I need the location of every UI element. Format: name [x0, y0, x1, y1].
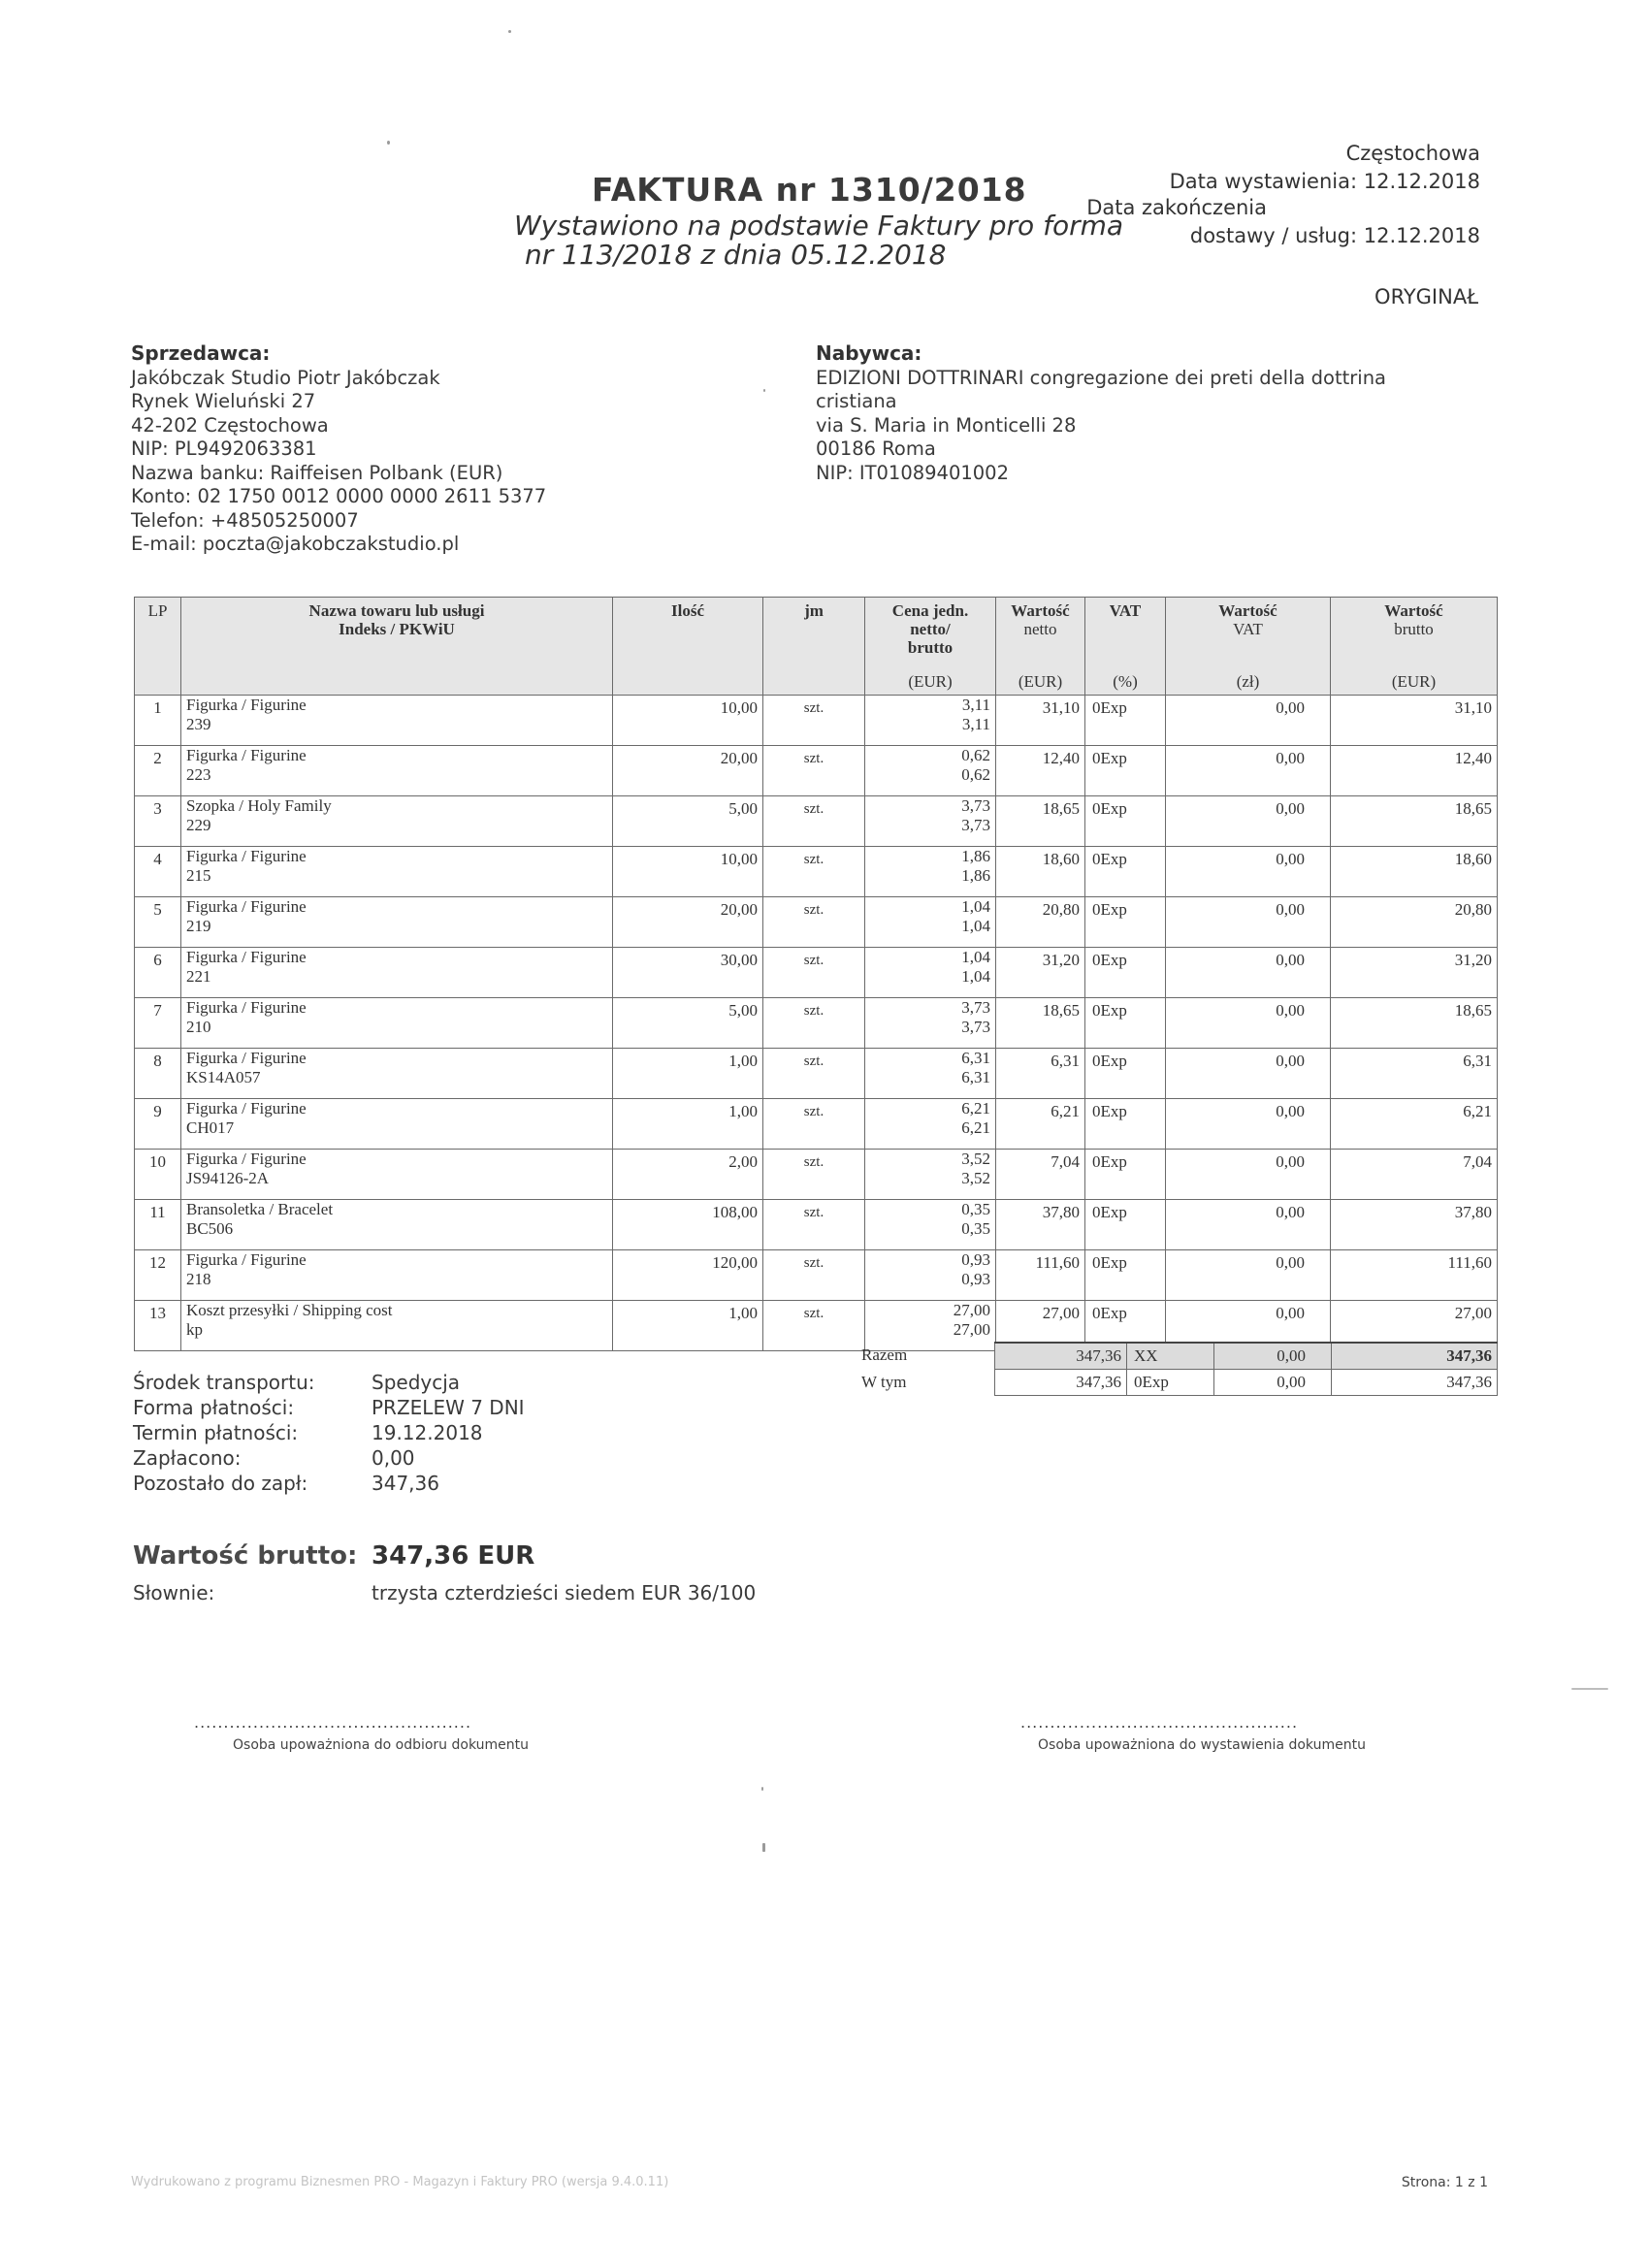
row-net: 12,40 — [996, 746, 1085, 796]
row-price-net: 3,73 — [961, 998, 990, 1017]
row-price-gross: 1,86 — [961, 866, 990, 885]
row-index: 219 — [186, 917, 211, 935]
row-name-cell — [181, 1301, 613, 1351]
row-gross: 37,80 — [1331, 1200, 1498, 1250]
seller-line: Nazwa banku: Raiffeisen Polbank (EUR) — [131, 461, 503, 484]
row-unit: szt. — [763, 1200, 865, 1250]
row-net: 31,10 — [996, 696, 1085, 746]
row-price-cell — [865, 897, 996, 948]
row-vat-value: 0,00 — [1166, 1200, 1331, 1250]
row-price-cell — [865, 1301, 996, 1351]
row-price-gross: 6,31 — [961, 1068, 990, 1086]
row-gross: 7,04 — [1331, 1150, 1498, 1200]
row-unit: szt. — [763, 1150, 865, 1200]
row-price-gross: 0,35 — [961, 1219, 990, 1238]
col-header-vat-value: Wartość VAT (zł) — [1166, 598, 1331, 696]
row-price-gross: 0,93 — [961, 1270, 990, 1288]
row-index: JS94126-2A — [186, 1169, 270, 1187]
table-row — [135, 847, 1498, 897]
row-name: Figurka / Figurine — [186, 948, 307, 966]
row-name: Koszt przesyłki / Shipping cost — [186, 1301, 393, 1319]
row-qty: 10,00 — [613, 696, 763, 746]
row-vat-rate: 0Exp — [1085, 1200, 1166, 1250]
row-name: Figurka / Figurine — [186, 998, 307, 1017]
issue-date-row — [1170, 170, 1480, 193]
row-name-cell — [181, 1250, 613, 1301]
row-vat-value: 0,00 — [1166, 998, 1331, 1049]
row-lp: 7 — [135, 998, 181, 1049]
row-qty: 10,00 — [613, 847, 763, 897]
row-lp: 6 — [135, 948, 181, 998]
row-price-cell — [865, 796, 996, 847]
row-name-cell — [181, 847, 613, 897]
row-net: 18,65 — [996, 998, 1085, 1049]
row-price-cell — [865, 1200, 996, 1250]
gross-total-value: 347,36 EUR — [372, 1541, 535, 1571]
issue-date-label: Data wystawienia: — [1169, 170, 1358, 193]
receiver-signature-line: ............................................... — [194, 1713, 472, 1732]
row-unit: szt. — [763, 696, 865, 746]
col-header-gross: Wartość brutto (EUR) — [1331, 598, 1498, 696]
buyer-line: EDIZIONI DOTTRINARI congregazione dei preti della dottrina — [816, 366, 1387, 389]
row-qty: 20,00 — [613, 897, 763, 948]
row-price-net: 1,04 — [961, 897, 990, 916]
footer-program-note: Wydrukowano z programu Biznesmen PRO - Magazyn i Faktury PRO (wersja 9.4.0.11) — [131, 2175, 669, 2189]
row-net: 37,80 — [996, 1200, 1085, 1250]
issue-city: Częstochowa — [1345, 142, 1480, 165]
invoice-title: FAKTURA nr 1310/2018 — [592, 171, 1027, 209]
row-net: 18,60 — [996, 847, 1085, 897]
issuer-signature-line: ............................................... — [1020, 1713, 1299, 1732]
row-price-net: 0,93 — [961, 1250, 990, 1269]
row-lp: 3 — [135, 796, 181, 847]
col-header-unit: jm — [763, 598, 865, 696]
table-header-row — [135, 598, 1498, 696]
row-price-cell — [865, 1250, 996, 1301]
row-vat-rate: 0Exp — [1085, 998, 1166, 1049]
row-name-cell — [181, 1150, 613, 1200]
row-unit: szt. — [763, 948, 865, 998]
sum-vat: XX — [1127, 1343, 1214, 1370]
remaining-label: Pozostało do zapł: — [133, 1472, 308, 1495]
row-gross: 18,60 — [1331, 847, 1498, 897]
row-vat-value: 0,00 — [1166, 1250, 1331, 1301]
seller-line: E-mail: poczta@jakobczakstudio.pl — [131, 533, 460, 555]
row-gross: 111,60 — [1331, 1250, 1498, 1301]
page-number: Strona: 1 z 1 — [1401, 2175, 1488, 2190]
table-row — [135, 897, 1498, 948]
row-vat-value: 0,00 — [1166, 948, 1331, 998]
row-vat-value: 0,00 — [1166, 746, 1331, 796]
row-price-net: 6,21 — [961, 1099, 990, 1118]
amount-in-words-label: Słownie: — [133, 1581, 215, 1604]
row-name-cell — [181, 1049, 613, 1099]
row-price-net: 3,73 — [961, 796, 990, 815]
row-price-cell — [865, 696, 996, 746]
row-name: Figurka / Figurine — [186, 696, 307, 714]
incl-gross: 347,36 — [1332, 1370, 1498, 1396]
row-vat-rate: 0Exp — [1085, 897, 1166, 948]
row-vat-value: 0,00 — [1166, 1049, 1331, 1099]
row-vat-value: 0,00 — [1166, 897, 1331, 948]
items-body — [135, 696, 1498, 1351]
row-vat-rate: 0Exp — [1085, 746, 1166, 796]
sum-row — [995, 1343, 1498, 1370]
incl-vat-value: 0,00 — [1214, 1370, 1332, 1396]
row-price-gross: 0,62 — [961, 765, 990, 784]
row-vat-value: 0,00 — [1166, 847, 1331, 897]
row-index: 215 — [186, 866, 211, 885]
row-vat-rate: 0Exp — [1085, 1099, 1166, 1150]
row-unit: szt. — [763, 1250, 865, 1301]
row-net: 7,04 — [996, 1150, 1085, 1200]
row-lp: 10 — [135, 1150, 181, 1200]
row-lp: 8 — [135, 1049, 181, 1099]
table-row — [135, 746, 1498, 796]
row-vat-value: 0,00 — [1166, 696, 1331, 746]
scan-speck — [508, 30, 511, 33]
row-price-gross: 3,73 — [961, 1018, 990, 1036]
row-price-gross: 3,52 — [961, 1169, 990, 1187]
row-vat-value: 0,00 — [1166, 796, 1331, 847]
sum-gross: 347,36 — [1332, 1343, 1498, 1370]
payment-due-label: Termin płatności: — [133, 1421, 299, 1444]
sum-net: 347,36 — [995, 1343, 1127, 1370]
row-gross: 6,31 — [1331, 1049, 1498, 1099]
buyer-line: via S. Maria in Monticelli 28 — [816, 413, 1077, 437]
row-gross: 31,20 — [1331, 948, 1498, 998]
row-name-cell — [181, 1099, 613, 1150]
table-row — [135, 1200, 1498, 1250]
scan-speck — [762, 1843, 765, 1852]
invoice-subtitle-line1: Wystawiono na podstawie Faktury pro forma — [514, 210, 1124, 242]
seller-line: Jakóbczak Studio Piotr Jakóbczak — [131, 366, 440, 389]
transport-label: Środek transportu: — [133, 1371, 315, 1394]
row-price-gross: 3,11 — [961, 715, 990, 733]
row-index: 223 — [186, 765, 211, 784]
scan-speck — [763, 389, 765, 392]
row-unit: szt. — [763, 847, 865, 897]
issuer-signature-label: Osoba upoważniona do wystawienia dokumentu — [1038, 1737, 1366, 1753]
table-row — [135, 1150, 1498, 1200]
scan-speck — [761, 1787, 763, 1791]
seller-line: Telefon: +48505250007 — [131, 508, 359, 532]
row-qty: 120,00 — [613, 1250, 763, 1301]
buyer-label: Nabywca: — [816, 341, 922, 365]
row-unit: szt. — [763, 1099, 865, 1150]
table-row — [135, 796, 1498, 847]
amount-in-words-value: trzysta czterdzieści siedem EUR 36/100 — [372, 1581, 757, 1604]
row-name-cell — [181, 746, 613, 796]
row-qty: 20,00 — [613, 746, 763, 796]
row-gross: 6,21 — [1331, 1099, 1498, 1150]
col-header-vat: VAT (%) — [1085, 598, 1166, 696]
buyer-line: NIP: IT01089401002 — [816, 461, 1009, 484]
row-vat-value: 0,00 — [1166, 1301, 1331, 1351]
row-qty: 1,00 — [613, 1301, 763, 1351]
row-index: 239 — [186, 715, 211, 733]
row-price-cell — [865, 1150, 996, 1200]
seller-label: Sprzedawca: — [131, 341, 271, 365]
row-lp: 1 — [135, 696, 181, 746]
table-row — [135, 1099, 1498, 1150]
paid-label: Zapłacono: — [133, 1446, 242, 1470]
row-index: 218 — [186, 1270, 211, 1288]
seller-block — [131, 341, 546, 557]
row-name-cell — [181, 796, 613, 847]
incl-row — [995, 1370, 1498, 1396]
totals-table — [994, 1342, 1498, 1396]
row-unit: szt. — [763, 1049, 865, 1099]
row-vat-rate: 0Exp — [1085, 1150, 1166, 1200]
row-net: 27,00 — [996, 1301, 1085, 1351]
row-qty: 2,00 — [613, 1150, 763, 1200]
col-header-price: Cena jedn. netto/ brutto (EUR) — [865, 598, 996, 696]
row-price-net: 1,04 — [961, 948, 990, 966]
row-name: Figurka / Figurine — [186, 746, 307, 764]
delivery-date-row — [1190, 224, 1480, 247]
row-net: 18,65 — [996, 796, 1085, 847]
scan-speck — [387, 141, 390, 145]
delivery-date-value: 12.12.2018 — [1363, 224, 1480, 247]
row-name: Szopka / Holy Family — [186, 796, 332, 815]
row-index: CH017 — [186, 1118, 235, 1137]
sum-vat-value: 0,00 — [1214, 1343, 1332, 1370]
seller-line: Konto: 02 1750 0012 0000 0000 2611 5377 — [131, 485, 547, 507]
scan-speck — [1571, 1688, 1608, 1690]
row-lp: 12 — [135, 1250, 181, 1301]
row-gross: 27,00 — [1331, 1301, 1498, 1351]
row-unit: szt. — [763, 897, 865, 948]
payment-method-value: PRZELEW 7 DNI — [372, 1396, 525, 1419]
row-name: Figurka / Figurine — [186, 1049, 307, 1067]
receiver-signature-label: Osoba upoważniona do odbioru dokumentu — [233, 1737, 529, 1753]
paid-value: 0,00 — [372, 1446, 415, 1470]
row-price-cell — [865, 998, 996, 1049]
row-name: Bransoletka / Bracelet — [186, 1200, 334, 1218]
row-price-net: 0,35 — [961, 1200, 990, 1218]
row-lp: 5 — [135, 897, 181, 948]
col-header-name: Nazwa towaru lub usługi Indeks / PKWiU — [181, 598, 613, 696]
row-price-net: 0,62 — [961, 746, 990, 764]
row-gross: 12,40 — [1331, 746, 1498, 796]
row-lp: 13 — [135, 1301, 181, 1351]
row-price-gross: 3,73 — [961, 816, 990, 834]
row-lp: 4 — [135, 847, 181, 897]
row-price-cell — [865, 1099, 996, 1150]
row-index: kp — [186, 1320, 203, 1339]
items-table — [134, 597, 1498, 1351]
payment-method-label: Forma płatności: — [133, 1396, 295, 1419]
row-vat-value: 0,00 — [1166, 1099, 1331, 1150]
row-index: KS14A057 — [186, 1068, 261, 1086]
delivery-date-label: dostawy / usług: — [1189, 224, 1358, 247]
gross-total-label: Wartość brutto: — [133, 1541, 358, 1571]
row-price-cell — [865, 746, 996, 796]
row-name: Figurka / Figurine — [186, 1250, 307, 1269]
row-qty: 1,00 — [613, 1049, 763, 1099]
row-index: 229 — [186, 816, 211, 834]
row-index: 221 — [186, 967, 211, 986]
row-name: Figurka / Figurine — [186, 1099, 307, 1118]
remaining-value: 347,36 — [372, 1472, 439, 1495]
row-qty: 5,00 — [613, 796, 763, 847]
row-index: 210 — [186, 1018, 211, 1036]
row-price-cell — [865, 847, 996, 897]
seller-line: NIP: PL9492063381 — [131, 437, 317, 460]
row-gross: 18,65 — [1331, 998, 1498, 1049]
row-gross: 31,10 — [1331, 696, 1498, 746]
table-row — [135, 998, 1498, 1049]
buyer-line: cristiana — [816, 390, 897, 412]
table-row — [135, 1250, 1498, 1301]
row-gross: 20,80 — [1331, 897, 1498, 948]
row-unit: szt. — [763, 796, 865, 847]
row-index: BC506 — [186, 1219, 234, 1238]
row-price-net: 6,31 — [961, 1049, 990, 1067]
table-row — [135, 948, 1498, 998]
row-vat-rate: 0Exp — [1085, 1250, 1166, 1301]
row-unit: szt. — [763, 998, 865, 1049]
buyer-block — [816, 341, 1386, 485]
row-vat-rate: 0Exp — [1085, 1301, 1166, 1351]
row-vat-rate: 0Exp — [1085, 847, 1166, 897]
row-qty: 1,00 — [613, 1099, 763, 1150]
row-name: Figurka / Figurine — [186, 897, 307, 916]
row-qty: 108,00 — [613, 1200, 763, 1250]
row-vat-value: 0,00 — [1166, 1150, 1331, 1200]
row-price-cell — [865, 948, 996, 998]
incl-net: 347,36 — [995, 1370, 1127, 1396]
row-vat-rate: 0Exp — [1085, 696, 1166, 746]
incl-vat: 0Exp — [1127, 1370, 1214, 1396]
row-price-gross: 6,21 — [961, 1118, 990, 1137]
col-header-net: Wartość netto (EUR) — [996, 598, 1085, 696]
row-gross: 18,65 — [1331, 796, 1498, 847]
table-row — [135, 1049, 1498, 1099]
completion-date-label: Data zakończenia — [1086, 196, 1267, 219]
transport-value: Spedycja — [372, 1371, 461, 1394]
row-price-net: 27,00 — [953, 1301, 990, 1319]
row-vat-rate: 0Exp — [1085, 796, 1166, 847]
row-name: Figurka / Figurine — [186, 1150, 307, 1168]
copy-mark: ORYGINAŁ — [1374, 285, 1478, 308]
row-unit: szt. — [763, 1301, 865, 1351]
row-qty: 30,00 — [613, 948, 763, 998]
col-header-lp: LP — [135, 598, 181, 696]
row-price-gross: 1,04 — [961, 967, 990, 986]
row-net: 111,60 — [996, 1250, 1085, 1301]
row-vat-rate: 0Exp — [1085, 948, 1166, 998]
row-name-cell — [181, 998, 613, 1049]
row-name-cell — [181, 897, 613, 948]
table-row — [135, 696, 1498, 746]
row-price-net: 1,86 — [961, 847, 990, 865]
row-price-gross: 27,00 — [953, 1320, 990, 1339]
row-name-cell — [181, 696, 613, 746]
row-vat-rate: 0Exp — [1085, 1049, 1166, 1099]
row-net: 6,21 — [996, 1099, 1085, 1150]
buyer-line: 00186 Roma — [816, 437, 936, 460]
row-price-gross: 1,04 — [961, 917, 990, 935]
row-net: 31,20 — [996, 948, 1085, 998]
invoice-subtitle-line2: nr 113/2018 z dnia 05.12.2018 — [525, 239, 947, 271]
row-qty: 5,00 — [613, 998, 763, 1049]
row-lp: 2 — [135, 746, 181, 796]
row-price-net: 3,11 — [961, 696, 990, 714]
payment-due-value: 19.12.2018 — [372, 1421, 483, 1444]
row-price-cell — [865, 1049, 996, 1099]
incl-label: W tym — [861, 1373, 907, 1391]
issue-date-value: 12.12.2018 — [1363, 170, 1480, 193]
row-net: 20,80 — [996, 897, 1085, 948]
row-unit: szt. — [763, 746, 865, 796]
col-header-qty: Ilość — [613, 598, 763, 696]
row-net: 6,31 — [996, 1049, 1085, 1099]
sum-label: Razem — [861, 1345, 908, 1364]
row-lp: 9 — [135, 1099, 181, 1150]
seller-line: 42-202 Częstochowa — [131, 413, 329, 437]
row-name-cell — [181, 948, 613, 998]
gross-total-row — [133, 1541, 535, 1571]
row-name: Figurka / Figurine — [186, 847, 307, 865]
seller-line: Rynek Wieluński 27 — [131, 390, 316, 412]
row-price-net: 3,52 — [961, 1150, 990, 1168]
row-lp: 11 — [135, 1200, 181, 1250]
row-name-cell — [181, 1200, 613, 1250]
